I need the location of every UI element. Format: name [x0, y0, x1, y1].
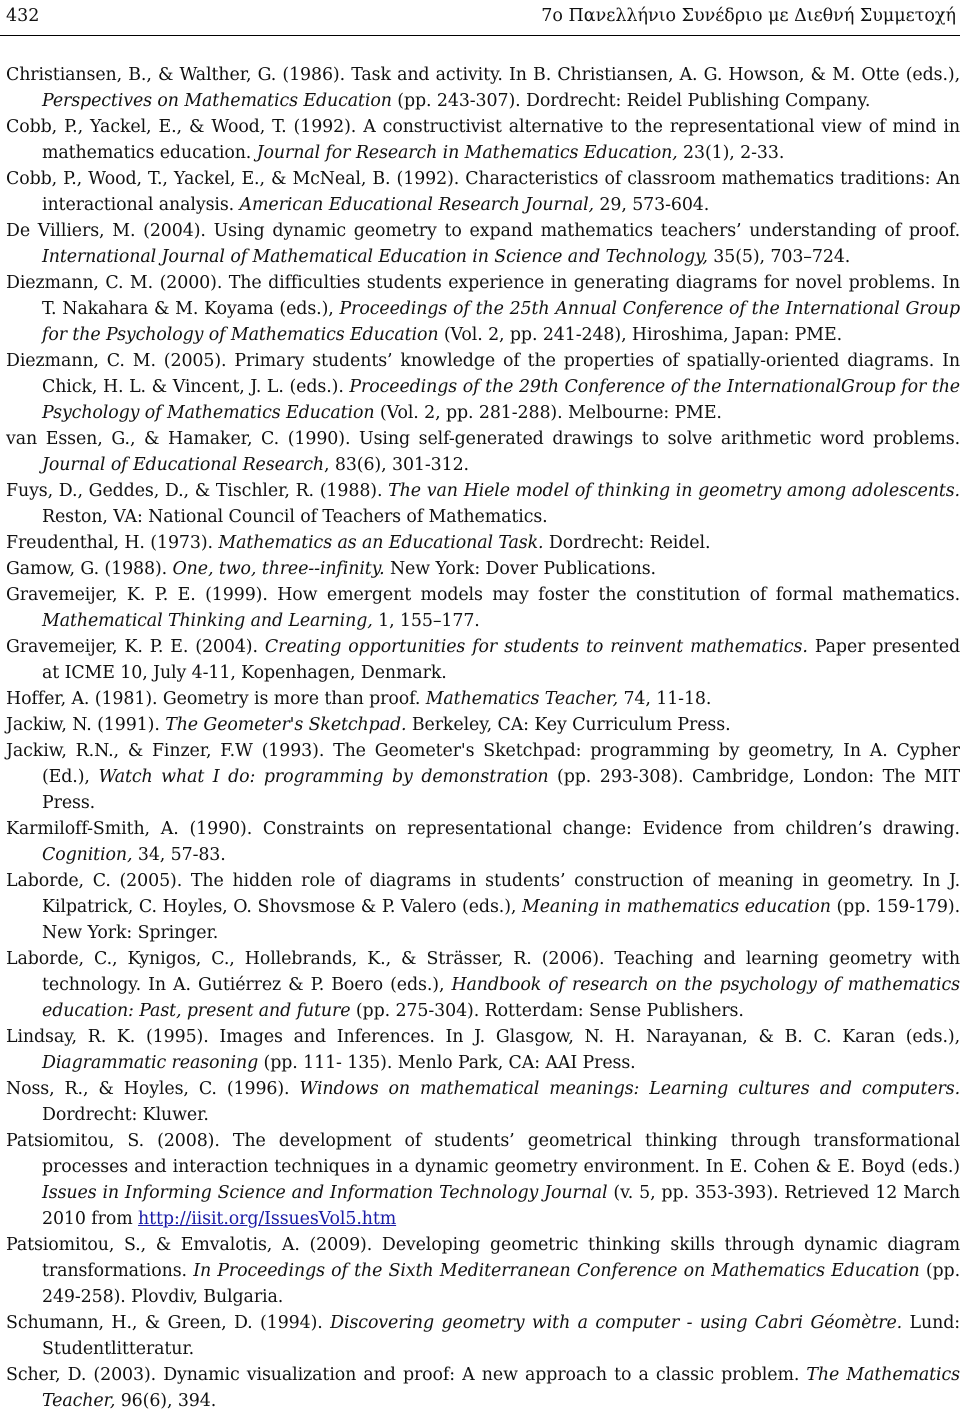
- reference-title: American Educational Research Journal,: [239, 195, 594, 215]
- reference-text: Paper presented at ICME 10, July 4-11, Kopenhagen, Denmark.: [42, 637, 960, 683]
- reference-entry: [6, 1076, 960, 1128]
- page-header: [0, 0, 960, 34]
- running-title: 7ο Πανελλήνιο Συνέδριο με Διεθνή Συμμετοχή: [541, 6, 956, 26]
- reference-text: Berkeley, CA: Key Curriculum Press.: [406, 715, 731, 735]
- reference-entry: [6, 1362, 960, 1414]
- reference-text: De Villiers, M. (2004). Using dynamic geometry to expand mathematics teachers’ understanding of proof.: [6, 221, 960, 241]
- reference-entry: [6, 816, 960, 868]
- reference-title: One, two, three--infinity.: [172, 559, 385, 579]
- reference-text: Jackiw, R.N., & Finzer, F.W (1993). The Geometer's Sketchpad: programming by geometry, In A. Cypher (Ed.),: [6, 741, 960, 787]
- reference-entry: [6, 712, 960, 738]
- reference-list: [6, 62, 960, 1414]
- reference-title: The van Hiele model of thinking in geometry among adolescents.: [388, 481, 960, 501]
- reference-title: Mathematics as an Educational Task.: [218, 533, 544, 553]
- reference-entry: [6, 62, 960, 114]
- reference-text: 34, 57-83.: [132, 845, 226, 865]
- reference-title: Proceedings of the 25th Annual Conference of the International Group for the Psychology of Mathematics Education: [42, 299, 960, 345]
- reference-entry: [6, 426, 960, 478]
- reference-title: Windows on mathematical meanings: Learning cultures and computers.: [299, 1079, 960, 1099]
- reference-entry: [6, 1232, 960, 1310]
- reference-title: Mathematical Thinking and Learning,: [42, 611, 373, 631]
- reference-entry: [6, 348, 960, 426]
- reference-entry: [6, 738, 960, 816]
- reference-title: The Geometer's Sketchpad.: [165, 715, 407, 735]
- reference-text: Diezmann, C. M. (2005). Primary students’ knowledge of the properties of spatially-oriented diagrams. In Chick, H. L. & Vincent, J. L. (eds.).: [6, 351, 960, 397]
- reference-entry: [6, 634, 960, 686]
- reference-link[interactable]: http://iisit.org/IssuesVol5.htm: [138, 1209, 397, 1229]
- reference-entry: [6, 686, 960, 712]
- reference-title: Handbook of research on the psychology of mathematics education: Past, present and future: [42, 975, 960, 1021]
- reference-text: Gravemeijer, K. P. E. (1999). How emergent models may foster the constitution of formal mathematics.: [6, 585, 960, 605]
- reference-title: Journal for Research in Mathematics Education,: [256, 143, 678, 163]
- reference-text: New York: Dover Publications.: [384, 559, 656, 579]
- reference-entry: [6, 1128, 960, 1232]
- reference-title: Issues in Informing Science and Information Technology Journal: [42, 1183, 608, 1203]
- reference-text: Patsiomitou, S., & Emvalotis, A. (2009). Developing geometric thinking skills through dynamic diagram transformations.: [6, 1235, 960, 1281]
- reference-title: Cognition,: [42, 845, 133, 865]
- reference-text: (pp. 293-308). Cambridge, London: The MIT Press.: [42, 767, 960, 813]
- reference-text: (pp. 111- 135). Menlo Park, CA: AAI Press.: [258, 1053, 636, 1073]
- reference-text: Fuys, D., Geddes, D., & Tischler, R. (1988).: [6, 481, 389, 501]
- reference-text: 74, 11-18.: [618, 689, 712, 709]
- reference-entry: [6, 556, 960, 582]
- reference-text: Hoffer, A. (1981). Geometry is more than proof.: [6, 689, 426, 709]
- reference-text: Reston, VA: National Council of Teachers of Mathematics.: [42, 507, 548, 527]
- reference-entry: [6, 1310, 960, 1362]
- reference-title: Proceedings of the 29th Conference of the InternationalGroup for the Psychology of Mathematics Education: [42, 377, 960, 423]
- reference-text: Christiansen, B., & Walther, G. (1986). Task and activity. In B. Christiansen, A. G. Howson, & M. Otte (eds.),: [6, 65, 960, 85]
- reference-entry: [6, 946, 960, 1024]
- reference-entry: [6, 270, 960, 348]
- reference-text: Lindsay, R. K. (1995). Images and Inferences. In J. Glasgow, N. H. Narayanan, & B. C. Karan (eds.),: [6, 1027, 960, 1047]
- reference-text: Patsiomitou, S. (2008). The development of students’ geometrical thinking through transformational processes and interaction techniques in a dynamic geometry environment. In E. Cohen & E. Boyd (eds.): [6, 1131, 960, 1177]
- reference-text: 96(6), 394.: [115, 1391, 217, 1411]
- reference-text: van Essen, G., & Hamaker, C. (1990). Using self-generated drawings to solve arithmetic word problems.: [6, 429, 960, 449]
- reference-text: Gravemeijer, K. P. E. (2004).: [6, 637, 265, 657]
- reference-text: Cobb, P., Yackel, E., & Wood, T. (1992). A constructivist alternative to the representational view of mind in mathematics education.: [6, 117, 960, 163]
- reference-title: Meaning in mathematics education: [522, 897, 831, 917]
- reference-text: Laborde, C. (2005). The hidden role of diagrams in students’ construction of meaning in geometry. In J. Kilpatrick, C. Hoyles, O. Shovsmose & P. Valero (eds.),: [6, 871, 960, 917]
- reference-text: , 83(6), 301-312.: [324, 455, 469, 475]
- reference-text: (pp. 243-307). Dordrecht: Reidel Publishing Company.: [391, 91, 871, 111]
- reference-title: The Mathematics Teacher,: [42, 1365, 960, 1411]
- reference-entry: [6, 1024, 960, 1076]
- reference-title: Discovering geometry with a computer - using Cabri Géomètre.: [330, 1313, 903, 1333]
- reference-text: 35(5), 703–724.: [707, 247, 851, 267]
- reference-text: Lund: Studentlitteratur.: [42, 1313, 960, 1359]
- reference-title: Watch what I do: programming by demonstration: [98, 767, 549, 787]
- reference-entry: [6, 868, 960, 946]
- header-rule: [0, 35, 960, 36]
- reference-text: Freudenthal, H. (1973).: [6, 533, 219, 553]
- reference-text: 23(1), 2-33.: [677, 143, 785, 163]
- reference-title: Perspectives on Mathematics Education: [42, 91, 392, 111]
- reference-text: Schumann, H., & Green, D. (1994).: [6, 1313, 331, 1333]
- reference-entry: [6, 478, 960, 530]
- page-number: 432: [6, 6, 40, 26]
- reference-text: (pp. 159-179). New York: Springer.: [42, 897, 960, 943]
- reference-text: 29, 573-604.: [593, 195, 710, 215]
- reference-text: Gamow, G. (1988).: [6, 559, 173, 579]
- reference-entry: [6, 582, 960, 634]
- reference-title: Diagrammatic reasoning: [42, 1053, 259, 1073]
- reference-text: Diezmann, C. M. (2000). The difficulties students experience in generating diagrams for novel problems. In T. Nakahara & M. Koyama (eds.),: [6, 273, 960, 319]
- reference-title: Mathematics Teacher,: [425, 689, 619, 709]
- reference-text: Noss, R., & Hoyles, C. (1996).: [6, 1079, 300, 1099]
- reference-text: Dordrecht: Reidel.: [543, 533, 711, 553]
- reference-title: Creating opportunities for students to reinvent mathematics.: [264, 637, 808, 657]
- reference-text: (Vol. 2, pp. 241-248), Hiroshima, Japan: PME.: [438, 325, 843, 345]
- reference-title: Journal of Educational Research: [42, 455, 324, 475]
- reference-text: Laborde, C., Kynigos, C., Hollebrands, K., & Strässer, R. (2006). Teaching and learning geometry with technology. In A. Gutiérrez & P. Boero (eds.),: [6, 949, 960, 995]
- reference-title: In Proceedings of the Sixth Mediterranean Conference on Mathematics Education: [193, 1261, 920, 1281]
- reference-text: (pp. 249-258). Plovdiv, Bulgaria.: [42, 1261, 960, 1307]
- reference-title: International Journal of Mathematical Education in Science and Technology,: [42, 247, 708, 267]
- reference-text: (v. 5, pp. 353-393). Retrieved 12 March 2010 from: [42, 1183, 960, 1229]
- reference-entry: [6, 114, 960, 166]
- reference-text: Karmiloff-Smith, A. (1990). Constraints on representational change: Evidence from children’s drawing.: [6, 819, 960, 839]
- reference-text: 1, 155–177.: [372, 611, 480, 631]
- reference-entry: [6, 218, 960, 270]
- reference-text: Dordrecht: Kluwer.: [42, 1105, 209, 1125]
- reference-entry: [6, 530, 960, 556]
- reference-text: (pp. 275-304). Rotterdam: Sense Publishers.: [350, 1001, 744, 1021]
- reference-text: Scher, D. (2003). Dynamic visualization and proof: A new approach to a classic problem.: [6, 1365, 807, 1385]
- reference-text: Jackiw, N. (1991).: [6, 715, 166, 735]
- reference-text: (Vol. 2, pp. 281-288). Melbourne: PME.: [374, 403, 722, 423]
- reference-text: Cobb, P., Wood, T., Yackel, E., & McNeal, B. (1992). Characteristics of classroom mathematics traditions: An interactional analysis.: [6, 169, 960, 215]
- reference-entry: [6, 166, 960, 218]
